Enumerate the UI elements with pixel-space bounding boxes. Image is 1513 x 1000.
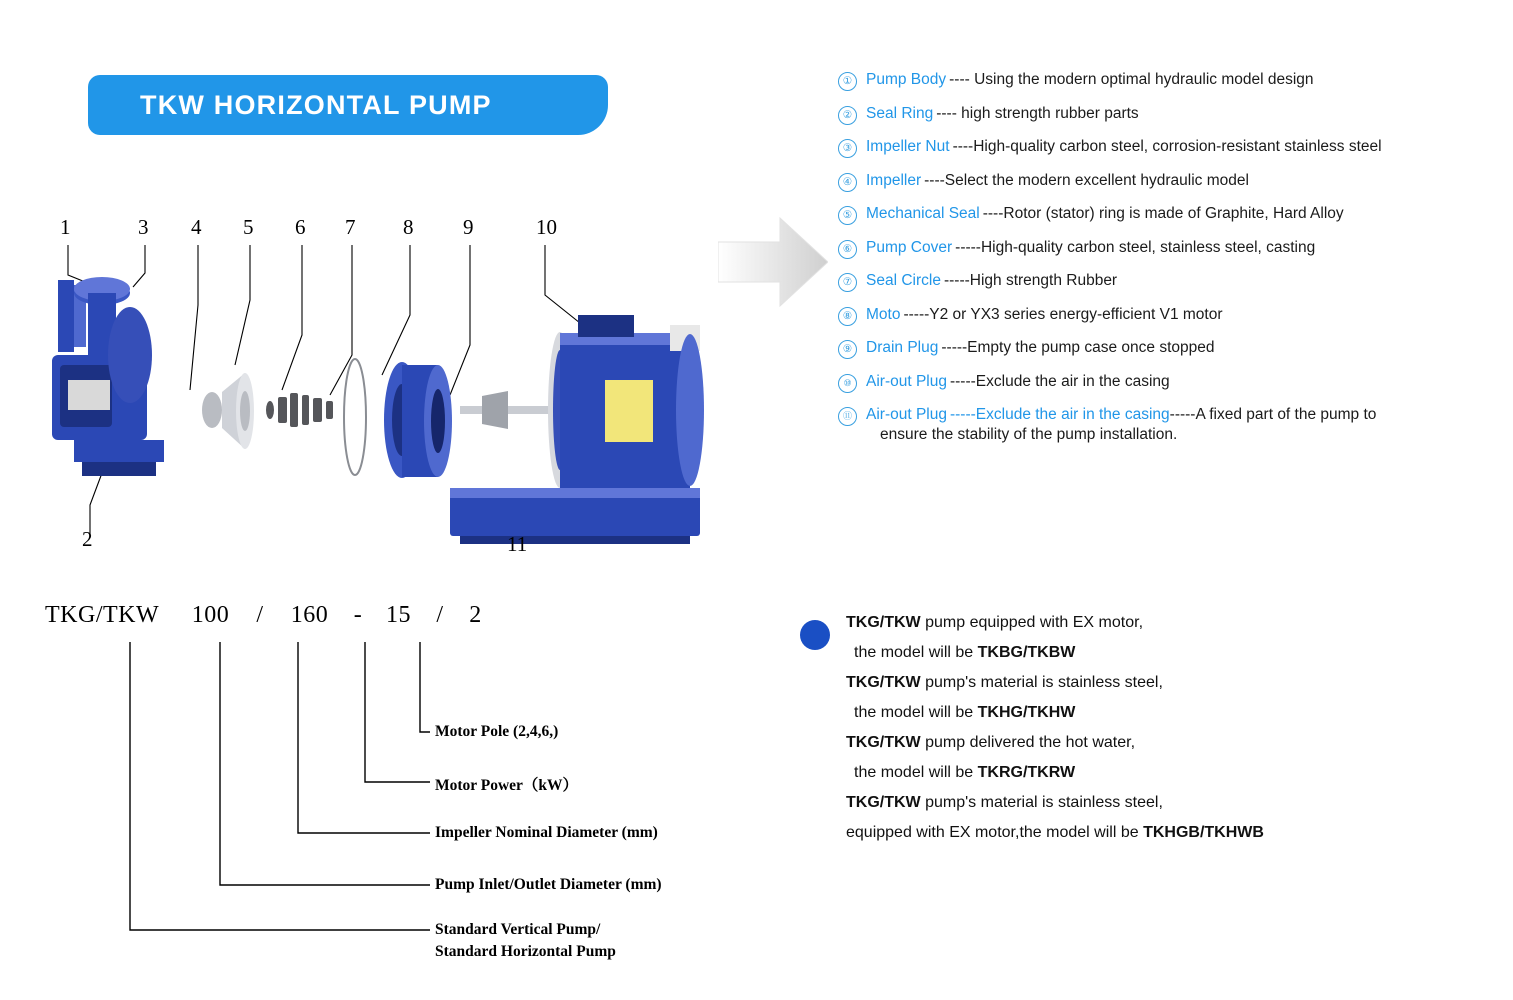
- legend-name: Air-out Plug: [866, 372, 947, 390]
- callout-6: 6: [295, 215, 306, 239]
- callout-1: 1: [60, 215, 71, 239]
- legend-item-4: [838, 171, 1498, 192]
- note-line: [846, 818, 1500, 848]
- note-text: equipped with EX motor,the model will be: [846, 824, 1144, 841]
- legend-desc: ----Select the modern excellent hydraulic model: [924, 171, 1249, 189]
- legend-desc: -----Exclude the air in the casing: [949, 372, 1170, 390]
- legend-name: Drain Plug: [866, 339, 939, 356]
- callout-11: 11: [507, 532, 528, 556]
- note-text: the model will be: [854, 644, 978, 661]
- page-title-banner: [88, 75, 608, 135]
- flow-arrow: [718, 212, 828, 312]
- exploded-pump-diagram: [30, 205, 730, 575]
- note-text: pump's material is stainless steel,: [920, 674, 1163, 691]
- note-line: [846, 788, 1500, 818]
- page-title: TKW HORIZONTAL PUMP: [140, 89, 492, 120]
- legend-number-icon: ⑦: [838, 273, 857, 292]
- callout-3: 3: [138, 215, 149, 239]
- note-line: [846, 698, 1500, 728]
- label-motor-pole: Motor Pole (2,4,6,): [435, 723, 559, 740]
- legend-item-8: [838, 305, 1498, 326]
- legend-number-icon: ①: [838, 72, 857, 91]
- legend-number-icon: ⑥: [838, 240, 857, 259]
- code-separator-1: /: [256, 602, 264, 628]
- note-model: TKBG/TKBW: [977, 644, 1076, 661]
- code-separator-2: -: [353, 602, 363, 628]
- note-line: [846, 758, 1500, 788]
- legend-name: Impeller Nut: [866, 138, 950, 155]
- legend-desc-tail2: ensure the stability of the pump installation.: [880, 426, 1178, 443]
- callout-2: 2: [82, 527, 93, 551]
- legend-number-icon: ②: [838, 106, 857, 125]
- model-variant-notes: [800, 608, 1500, 848]
- legend-item-10: [838, 372, 1498, 393]
- label-motor-power: Motor Power（kW）: [435, 777, 579, 794]
- legend-name: Pump Body: [866, 71, 947, 88]
- note-text: the model will be: [854, 704, 978, 721]
- legend-name: Mechanical Seal: [866, 205, 980, 222]
- legend-desc: ---- high strength rubber parts: [936, 104, 1139, 122]
- legend-item-11: [838, 405, 1498, 445]
- note-model: TKHG/TKHW: [977, 704, 1076, 721]
- note-line: [846, 608, 1500, 638]
- note-line: [846, 668, 1500, 698]
- note-model: TKHGB/TKHWB: [1143, 824, 1264, 841]
- legend-name: Pump Cover: [866, 238, 953, 256]
- code-segment-impeller: 160: [290, 602, 329, 628]
- callout-5: 5: [243, 215, 254, 239]
- legend-name: Air-out Plug: [866, 406, 947, 423]
- code-segment-power: 15: [386, 602, 411, 628]
- callout-4: 4: [191, 215, 202, 239]
- code-segment-inlet: 100: [191, 602, 230, 628]
- legend-number-icon: ⑧: [838, 307, 857, 326]
- legend-name: Moto: [866, 305, 901, 323]
- parts-legend: [838, 70, 1498, 458]
- callout-10: 10: [536, 215, 557, 239]
- legend-number-icon: ⑤: [838, 206, 857, 225]
- note-text: pump equipped with EX motor,: [920, 614, 1144, 631]
- pump-illustration: [30, 205, 730, 575]
- note-text: the model will be: [854, 764, 978, 781]
- legend-item-7: [838, 271, 1498, 292]
- note-list: [846, 608, 1500, 848]
- note-model: TKG/TKW: [846, 734, 921, 751]
- legend-number-icon: ③: [838, 139, 857, 158]
- label-inlet-diameter: Pump Inlet/Outlet Diameter (mm): [435, 876, 662, 893]
- legend-desc: -----High-quality carbon steel, stainless steel, casting: [955, 238, 1316, 256]
- note-model: TKG/TKW: [846, 794, 921, 811]
- legend-number-icon: ⑪: [838, 407, 857, 426]
- model-code-breakdown: [30, 590, 730, 980]
- legend-number-icon: ④: [838, 173, 857, 192]
- legend-number-icon: ⑩: [838, 374, 857, 393]
- legend-desc: ---- Using the modern optimal hydraulic model design: [949, 71, 1314, 88]
- legend-item-3: [838, 137, 1498, 158]
- legend-item-1: [838, 70, 1498, 91]
- legend-desc: -----High strength Rubber: [943, 272, 1118, 289]
- note-model: TKG/TKW: [846, 614, 921, 631]
- legend-name: Impeller: [866, 171, 922, 189]
- legend-item-6: [838, 238, 1498, 259]
- label-standard-horizontal: Standard Horizontal Pump: [435, 943, 616, 960]
- note-text: pump delivered the hot water,: [920, 734, 1136, 751]
- legend-desc: ----Rotor (stator) ring is made of Graphite, Hard Alloy: [982, 205, 1344, 222]
- legend-desc-tail: -----A fixed part of the pump to: [1169, 406, 1377, 423]
- note-line: [846, 638, 1500, 668]
- note-line: [846, 728, 1500, 758]
- legend-item-2: [838, 104, 1498, 125]
- note-model: TKRG/TKRW: [977, 764, 1076, 781]
- legend-item-5: [838, 204, 1498, 225]
- note-text: pump's material is stainless steel,: [920, 794, 1163, 811]
- legend-number-icon: ⑨: [838, 340, 857, 359]
- code-segment-pole: 2: [469, 602, 482, 628]
- callout-9: 9: [463, 215, 474, 239]
- bullet-dot-icon: [800, 620, 830, 650]
- model-code-leader-lines: [30, 590, 730, 980]
- legend-item-9: [838, 338, 1498, 359]
- note-model: TKG/TKW: [846, 674, 921, 691]
- label-standard-vertical: Standard Vertical Pump/: [435, 921, 601, 938]
- legend-desc: ----High-quality carbon steel, corrosion-resistant stainless steel: [952, 138, 1382, 155]
- legend-name: Seal Ring: [866, 104, 934, 122]
- legend-desc: -----Empty the pump case once stopped: [941, 339, 1215, 356]
- legend-desc: -----Y2 or YX3 series energy-efficient V1 motor: [903, 305, 1223, 323]
- callout-8: 8: [403, 215, 414, 239]
- label-impeller-diameter: Impeller Nominal Diameter (mm): [435, 824, 658, 841]
- legend-desc: -----Exclude the air in the casing: [949, 406, 1170, 423]
- callout-7: 7: [345, 215, 356, 239]
- code-segment-prefix: TKG/TKW: [45, 602, 160, 628]
- legend-name: Seal Circle: [866, 272, 941, 289]
- code-separator-3: /: [436, 602, 444, 628]
